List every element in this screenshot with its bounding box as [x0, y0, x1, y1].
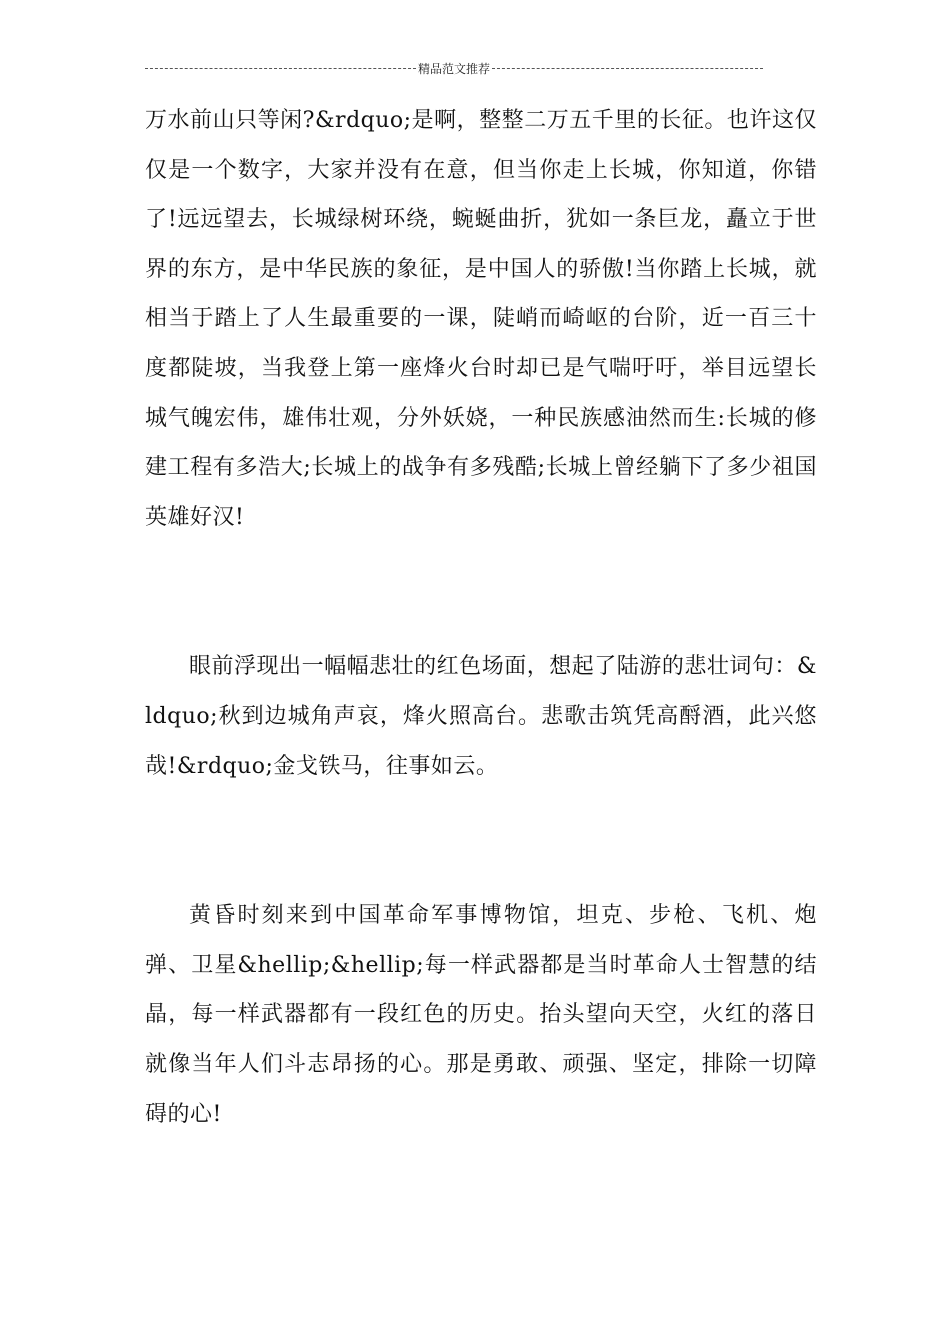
paragraph-spacer: [145, 542, 817, 642]
paragraph-great-wall: 万水前山只等闲?&rdquo;是啊，整整二万五千里的长征。也许这仅仅是一个数字，大家并没有在意，但当你走上长城，你知道，你错了!远远望去，长城绿树环绕，蜿蜒曲折，犹如一条巨龙，矗立于世界的东方，是中华民族的象征，是中国人的骄傲!当你踏上长城，就相当于踏上了人生最重要的一课，陡峭而崎岖的台阶，近一百三十度都陡坡，当我登上第一座烽火台时却已是气喘吁吁，举目远望长城气魄宏伟，雄伟壮观，分外妖娆，一种民族感油然而生:长城的修建工程有多浩大;长城上的战争有多残酷;长城上曾经躺下了多少祖国英雄好汉!: [145, 108, 817, 530]
header-dashed-line-right: [492, 68, 763, 69]
page-header: [145, 58, 763, 78]
header-dashed-line-left: [145, 68, 416, 69]
header-title: 精品范文推荐: [418, 61, 491, 76]
paragraph-military-museum: 黄昏时刻来到中国革命军事博物馆，坦克、步枪、飞机、炮弹、卫星&hellip;&hellip;每一样武器都是当时革命人士智慧的结晶，每一样武器都有一段红色的历史。抬头望向天空，火红的落日就像当年人们斗志昂扬的心。那是勇敢、顽强、坚定，排除一切障碍的心!: [145, 903, 817, 1127]
paragraph-lu-you-poem: 眼前浮现出一幅幅悲壮的红色场面，想起了陆游的悲壮词句：&ldquo;秋到边城角声哀，烽火照高台。悲歌击筑凭高酹酒，此兴悠哉!&rdquo;金戈铁马，往事如云。: [145, 654, 817, 779]
document-body: [145, 96, 817, 1139]
paragraph-spacer: [145, 791, 817, 891]
